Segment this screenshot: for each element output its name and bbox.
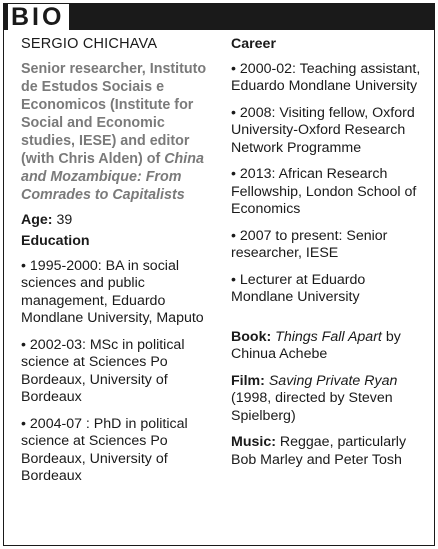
education-item: • 2004-07 : PhD in political science at Sciences Po Bordeaux, University of Bordeaux bbox=[21, 415, 188, 484]
headline-text: Senior researcher, Instituto de Estudos Sociais e Economicos (Institute for Social and Economic studies, IESE) and editor (with Chris Alden) of bbox=[21, 60, 207, 167]
page-title: BIO bbox=[8, 4, 69, 30]
film-label: Film: bbox=[231, 372, 265, 389]
career-item: • 2007 to present: Senior researcher, IESE bbox=[231, 227, 388, 261]
book-author: by Chinua Achebe bbox=[231, 328, 401, 362]
header-bar bbox=[4, 4, 434, 30]
left-column bbox=[21, 36, 221, 495]
headline-book-title: China and Mozambique: From Comrades to Capitalists bbox=[21, 150, 204, 203]
book-label: Book: bbox=[231, 328, 272, 345]
book-title: Things Fall Apart bbox=[275, 328, 382, 345]
favorite-book bbox=[231, 329, 431, 364]
spacer bbox=[231, 316, 431, 329]
music-label: Music: bbox=[231, 434, 276, 450]
person-name: SERGIO CHICHAVA bbox=[21, 36, 158, 52]
education-item: • 2002-03: MSc in political science at Sciences Po Bordeaux, University of Bordeaux bbox=[21, 336, 185, 405]
headline bbox=[21, 60, 221, 204]
career-item: • 2013: African Research Fellowship, London School of Economics bbox=[231, 166, 417, 217]
career-item: • 2008: Visiting fellow, Oxford University-Oxford Research Network Programme bbox=[231, 104, 415, 156]
music-value: Reggae, particularly Bob Marley and Peter Tosh bbox=[231, 434, 407, 468]
education-title: Education bbox=[21, 233, 90, 249]
career-title: Career bbox=[231, 36, 276, 52]
favorite-music bbox=[231, 434, 431, 469]
career-item: • 2000-02: Teaching assistant, Eduardo Mondlane University bbox=[231, 60, 421, 94]
age-line bbox=[21, 212, 221, 230]
film-title: Saving Private Ryan bbox=[268, 372, 398, 389]
film-details: (1998, directed by Steven Spielberg) bbox=[231, 390, 393, 424]
education-item: • 1995-2000: BA in social sciences and public management, Eduardo Mondlane University, Maputo bbox=[21, 257, 204, 326]
age-value: 39 bbox=[56, 211, 73, 228]
right-column bbox=[231, 36, 431, 478]
favorite-film bbox=[231, 373, 431, 426]
age-label: Age: bbox=[21, 211, 53, 228]
bio-card bbox=[3, 3, 435, 546]
career-item: • Lecturer at Eduardo Mondlane University bbox=[231, 271, 366, 305]
